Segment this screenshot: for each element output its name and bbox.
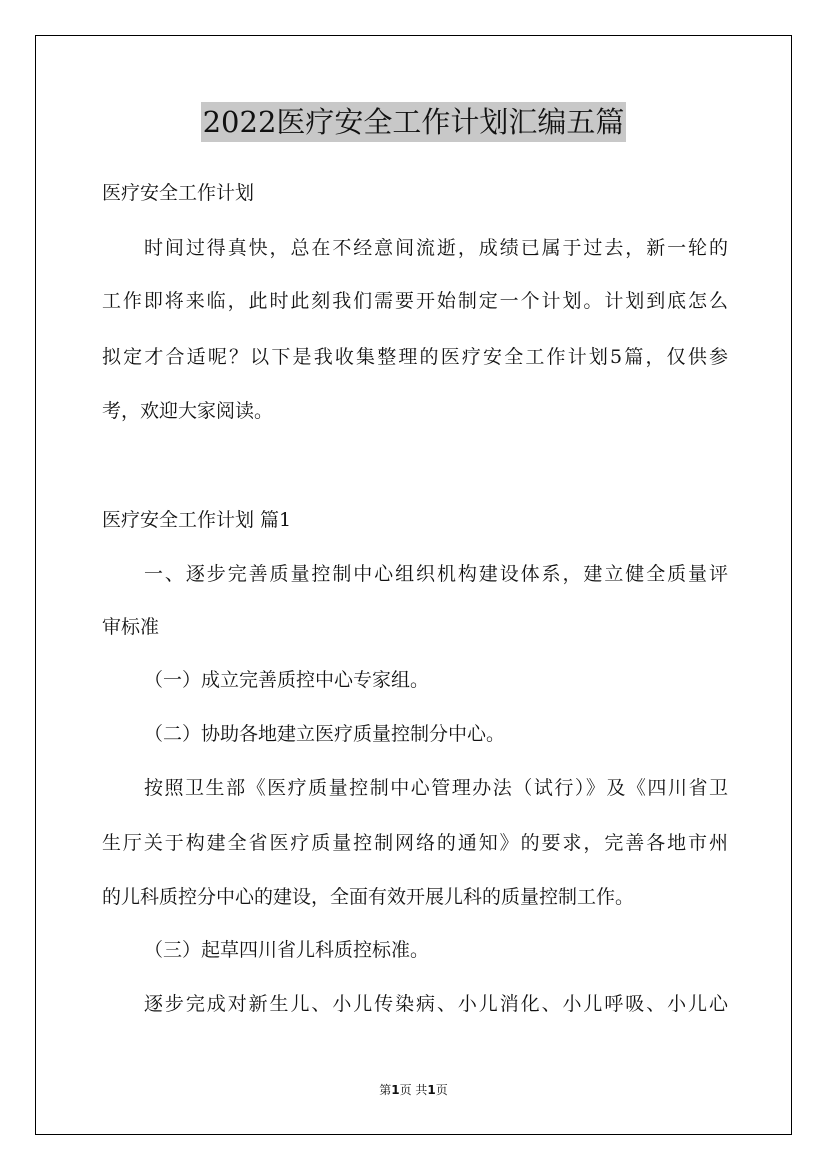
footer-page-mid: 页 共 — [399, 1083, 428, 1097]
paragraph-line: 考，欢迎大家阅读。 — [102, 400, 274, 422]
paragraph-line: 逐步完成对新生儿、小儿传染病、小儿消化、小儿呼吸、小儿心 — [144, 993, 728, 1015]
footer-page-prefix: 第 — [379, 1083, 392, 1097]
footer-page-suffix: 页 — [435, 1083, 448, 1097]
paragraph-line: 一、逐步完善质量控制中心组织机构建设体系，建立健全质量评 — [144, 563, 728, 585]
section-heading: 医疗安全工作计划 篇1 — [102, 509, 292, 531]
paragraph-line: 工作即将来临，此时此刻我们需要开始制定一个计划。计划到底怎么 — [102, 290, 728, 312]
paragraph-line: 生厅关于构建全省医疗质量控制网络的通知》的要求，完善各地市州 — [102, 832, 728, 854]
title-container — [0, 102, 827, 142]
page-footer — [0, 1082, 827, 1098]
footer-page-current: 1 — [391, 1083, 400, 1097]
section-heading: 医疗安全工作计划 — [102, 182, 255, 204]
paragraph-line: 审标准 — [102, 616, 160, 638]
paragraph-line: 按照卫生部《医疗质量控制中心管理办法（试行）》及《四川省卫 — [144, 777, 728, 799]
footer-page-total: 1 — [427, 1083, 436, 1097]
paragraph-line: 的儿科质控分中心的建设，全面有效开展儿科的质量控制工作。 — [102, 886, 635, 908]
paragraph-line: 拟定才合适呢？以下是我收集整理的医疗安全工作计划5篇，仅供参 — [102, 346, 728, 368]
list-item: （一）成立完善质控中心专家组。 — [144, 669, 430, 691]
document-title: 2022医疗安全工作计划汇编五篇 — [201, 102, 627, 142]
paragraph-line: 时间过得真快，总在不经意间流逝，成绩已属于过去，新一轮的 — [144, 237, 728, 259]
list-item: （三）起草四川省儿科质控标准。 — [144, 939, 430, 961]
list-item: （二）协助各地建立医疗质量控制分中心。 — [144, 723, 506, 745]
